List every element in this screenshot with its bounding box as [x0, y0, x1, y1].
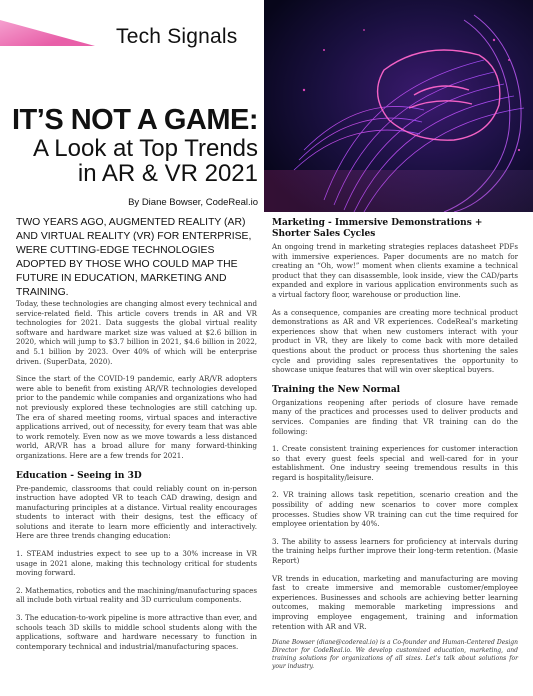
subtitle-line-2: in AR & VR 2021 [77, 160, 258, 187]
body-paragraph: An ongoing trend in marketing strategies replaces datasheet PDFs with immersive experiences. Paper documents are no match for creating an “Oh, wow!” moment when clients examine a technical product that they can disassemble, look inside, view the CAD/parts expanded and explore in various application environments such as a virtual factory floor, warehouse or production line. [272, 242, 518, 299]
right-column [272, 218, 518, 679]
body-paragraph: Today, these technologies are changing almost every technical and service-related field. This article covers trends in AR and VR technologies for 2021. Data suggests the global virtual reality software and hardware market size was valued at $2.6 billion in 2020, which will jump to $3.7 billion in 2021, $4.6 billion in 2022, and 5.1 billion by 2023. Over 40% of which will be enterprise driven. (SuperData, 2020). [16, 299, 257, 366]
body-paragraph: 1. STEAM industries expect to see up to a 30% increase in VR usage in 2021 alone, making this technology critical for students moving forward. [16, 549, 257, 578]
article-title: IT’S NOT A GAME: [11, 104, 258, 136]
body-paragraph: Since the start of the COVID-19 pandemic, early AR/VR adopters were able to benefit from existing AR/VR technologies developed prior to the pandemic while companies and organizations who had not previously explored these technologies are still catching up. The era of shared meeting rooms, virtual spaces and interactive applications arrived, out of necessity, for every team that was able to work remotely. Even now as we move towards a less distanced world, AR/VR has a broad allure for many forward-thinking organizations. Here are a few trends for 2021. [16, 374, 257, 460]
section-title: Tech Signals [116, 25, 238, 48]
marketing-heading: Marketing - Immersive Demonstrations + Shorter Sales Cycles [272, 218, 483, 239]
header-accent-shape [0, 20, 95, 46]
left-column [16, 299, 257, 659]
hero-image [264, 0, 533, 212]
lead-paragraph: TWO YEARS AGO, AUGMENTED REALITY (AR) AND VIRTUAL REALITY (VR) FOR ENTERPRISE, WERE CUTTING-EDGE TECHNOLOGIES ADOPTED BY THOSE WHO COULD MAP THE FUTURE IN EDUCATION, MARKETING AND TRAINING. [16, 217, 252, 298]
education-heading: Education - Seeing in 3D [16, 470, 142, 481]
body-paragraph: Organizations reopening after periods of closure have remade many of the practices and processes used to deliver products and services. Companies are finding that VR training can do the following: [272, 397, 518, 436]
byline: By Diane Bowser, CodeReal.io [128, 197, 258, 208]
body-paragraph: 2. Mathematics, robotics and the machining/manufacturing spaces all include both virtual reality and 3D curriculum components. [16, 585, 257, 605]
body-paragraph: Pre-pandemic, classrooms that could reliably count on in-person instruction have adopted VR to teach CAD drawing, design and manufacturing principles at a distance. Virtual reality encourages students to interact with their designs, test the efficacy of solutions and iterate to learn more efficiently and interactively. Here are three trends changing education: [16, 483, 257, 541]
vr-headset-illustration-icon [264, 0, 533, 212]
body-paragraph: 3. The education-to-work pipeline is more attractive than ever, and schools teach 3D skills to middle school students along with the applications, software and hardware necessary to function in contemporary technical and industrial/manufacturing spaces. [16, 613, 257, 651]
subtitle-line-1: A Look at Top Trends [32, 135, 258, 162]
body-paragraph: VR trends in education, marketing and manufacturing are moving fast to create immersive and memorable customer/employee experiences. Businesses and schools are achieving better learning outcomes, making memorable marketing impressions and improving employee engagement, training and information retention with AR and VR. [272, 573, 518, 631]
body-paragraph: As a consequence, companies are creating more technical product demonstrations as AR and VR experiences. CodeReal’s marketing experiences show that when new customers interact with your product in VR, they are likely to come back with more detailed questions about the product or process thus shortening the sales cycle and providing sales representatives the opportunity to showcase unique features that will win over skeptical buyers. [272, 307, 518, 375]
author-bio: Diane Bowser (diane@codereal.io) is a Co-founder and Human-Centered Design Director for CodeReal.io. We develop customized education, marketing, and training solutions for organizations of all sizes. Let’s talk about solutions for your industry. [272, 639, 518, 671]
body-paragraph: 2. VR training allows task repetition, scenario creation and the possibility of adding new scenarios to cover more complex processes. Studies show VR training can cut the time required for employee orientation by 40%. [272, 490, 518, 529]
body-paragraph: 3. The ability to assess learners for proficiency at intervals during the training helps further improve their long-term retention. (Masie Report) [272, 536, 518, 566]
body-paragraph: 1. Create consistent training experiences for customer interaction so that every guest feels special and well-cared for in your establishment. One industry seeing tremendous results in this regard is hospitality/leisure. [272, 444, 518, 482]
article-subtitle [0, 136, 258, 186]
training-heading: Training the New Normal [272, 384, 401, 395]
